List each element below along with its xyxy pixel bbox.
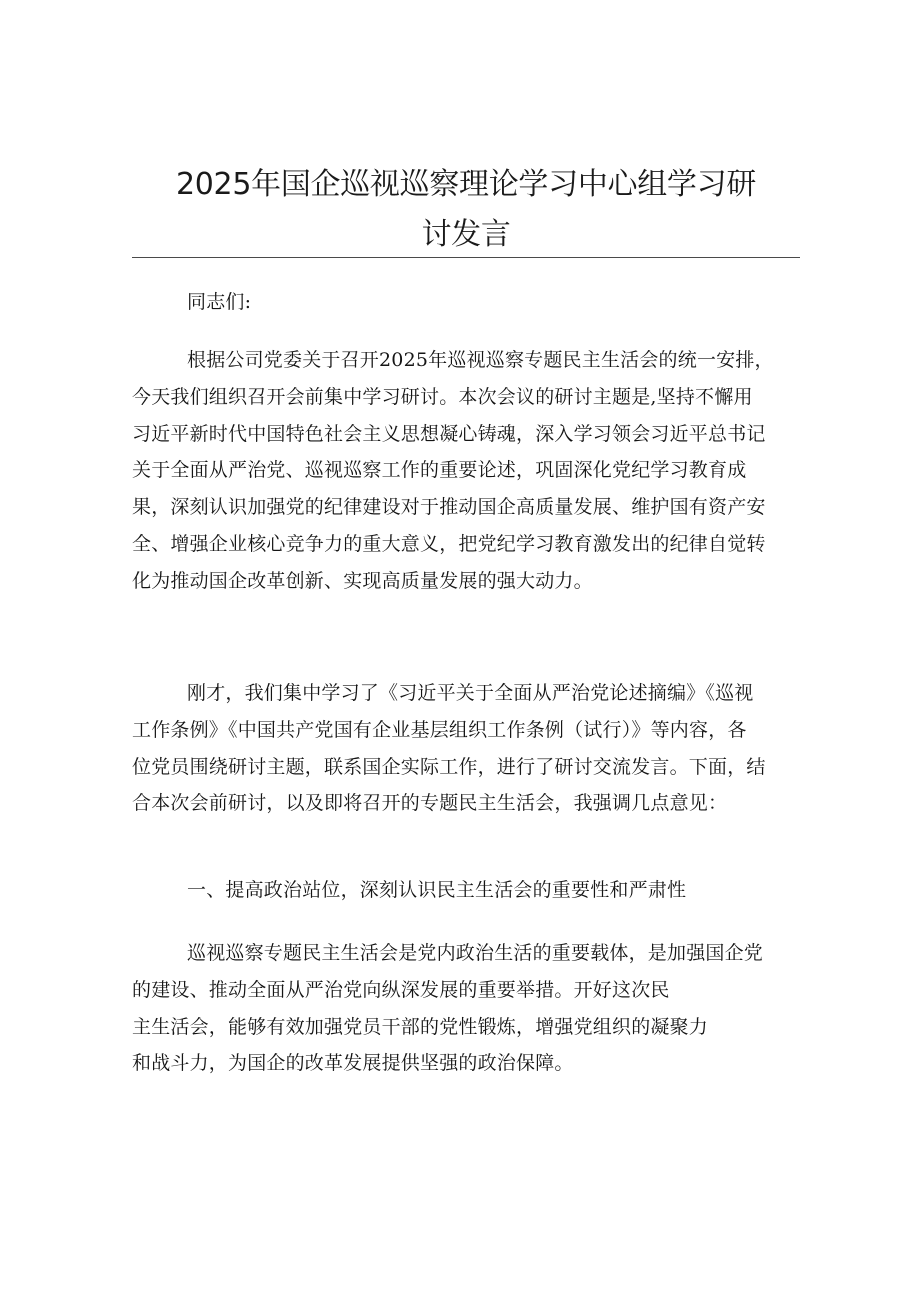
paragraph-line: 根据公司党委关于召开2025年巡视巡察专题民主生活会的统一安排， [187,349,774,371]
paragraph-line: 的建设、推动全面从严治党向纵深发展的重要举措。开好这次民 [132,978,670,1001]
paragraph-line: 和战斗力，为国企的改革发展提供坚强的政治保障。 [132,1052,574,1075]
paragraph-line: 全、增强企业核心竞争力的重大意义，把党纪学习教育激发出的纪律自觉转 [132,532,766,555]
document-title [132,160,800,260]
paragraph-line: 关于全面从严治党、巡视巡察工作的重要论述，巩固深化党纪学习教育成 [132,459,747,482]
paragraph-3 [132,935,802,1082]
section-heading-text: 一、提高政治站位，深刻认识民主生活会的重要性和严肃性 [187,879,687,901]
paragraph-line: 今天我们组织召开会前集中学习研讨。本次会议的研讨主题是,坚持不懈用 [132,385,753,408]
title-underline [132,257,800,258]
paragraph-line: 工作条例》《中国共产党国有企业基层组织工作条例（试行）》等内容，各 [132,718,747,741]
paragraph-line: 合本次会前研讨，以及即将召开的专题民主生活会，我强调几点意见： [132,792,728,815]
paragraph-line: 化为推动国企改革创新、实现高质量发展的强大动力。 [132,569,593,592]
paragraph-line: 刚才，我们集中学习了《习近平关于全面从严治党论述摘编》《巡视 [187,682,754,704]
title-line-1: 2025年国企巡视巡察理论学习中心组学习研 [175,167,757,202]
paragraph-line: 果，深刻认识加强党的纪律建设对于推动国企高质量发展、维护国有资产安 [132,496,766,519]
title-line-2: 讨发言 [421,217,511,252]
paragraph-line: 主生活会，能够有效加强党员干部的党性锻炼，增强党组织的凝聚力 [132,1015,709,1038]
salutation [132,284,802,321]
paragraph-1 [132,342,802,600]
paragraph-line: 巡视巡察专题民主生活会是党内政治生活的重要载体，是加强国企党 [187,942,764,964]
salutation-text: 同志们: [187,291,252,313]
paragraph-2 [132,675,802,822]
paragraph-line: 习近平新时代中国特色社会主义思想凝心铸魂，深入学习领会习近平总书记 [132,422,766,445]
paragraph-line: 位党员围绕研讨主题，联系国企实际工作，进行了研讨交流发言。下面，结 [132,755,766,778]
section-heading-1 [132,872,802,909]
